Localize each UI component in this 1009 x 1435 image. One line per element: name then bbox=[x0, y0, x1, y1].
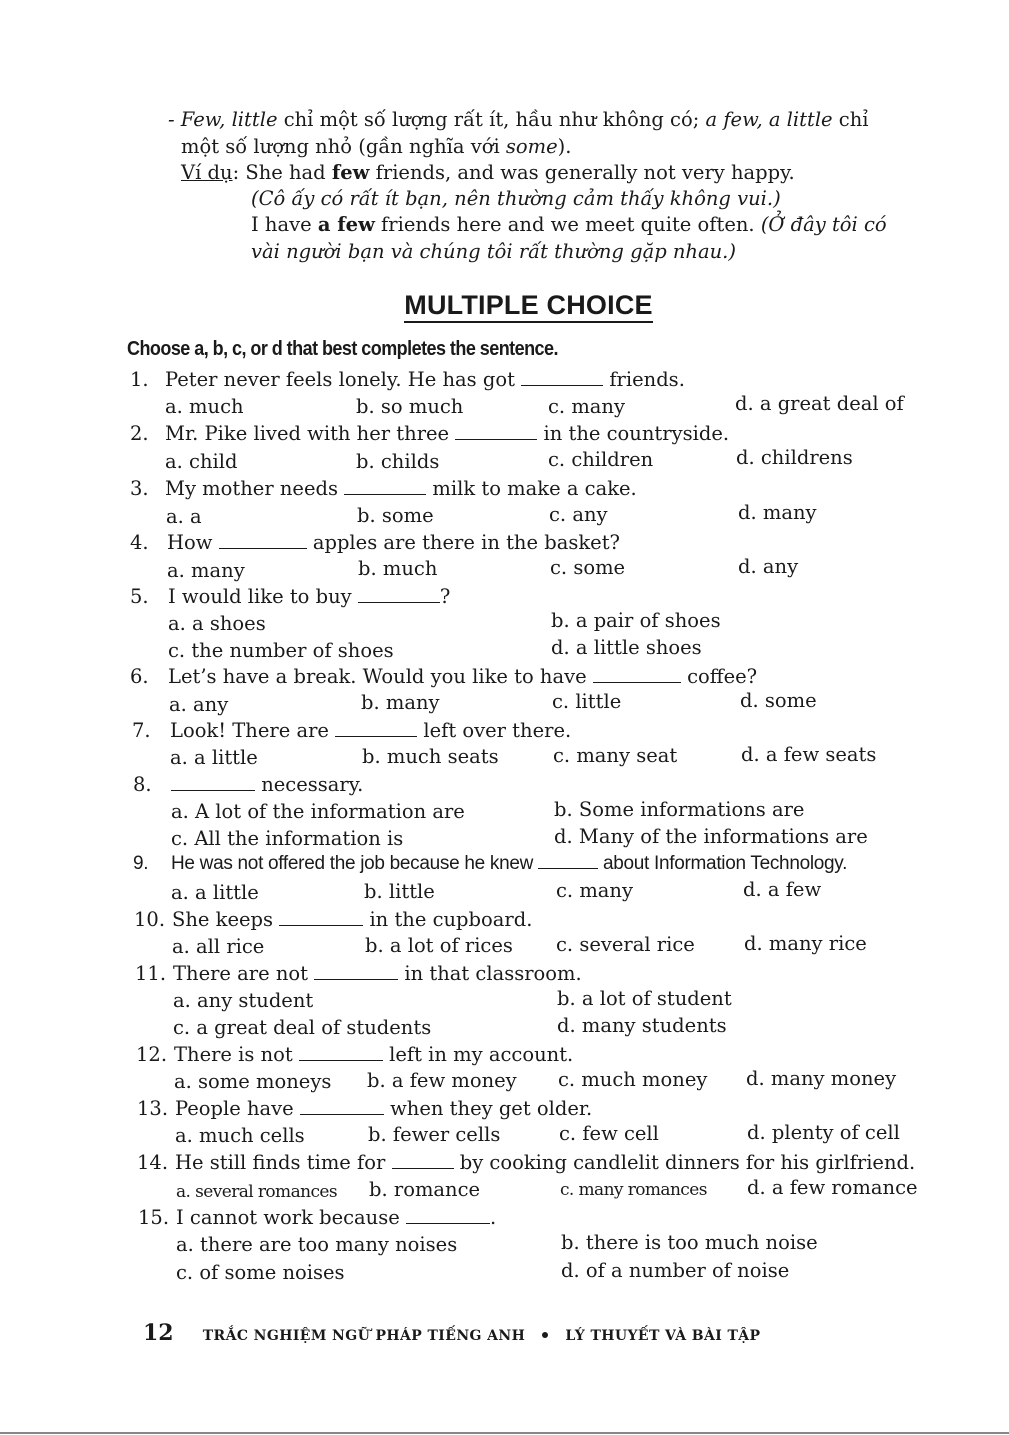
option-a[interactable]: a. any bbox=[169, 693, 229, 716]
example-translation-2a: (Ở đây tôi có bbox=[760, 213, 887, 236]
question-number: 8. bbox=[133, 773, 152, 796]
question-text: My mother needs bbox=[165, 477, 345, 500]
option-d[interactable]: d. a great deal of bbox=[735, 392, 904, 415]
option-a[interactable]: a. A lot of the information are bbox=[171, 800, 465, 823]
answer-blank bbox=[171, 774, 255, 791]
answer-blank bbox=[521, 369, 603, 386]
question-text: He was not offered the job because he knew bbox=[171, 853, 538, 874]
answer-blank bbox=[279, 909, 363, 926]
option-d[interactable]: d. of a number of noise bbox=[561, 1259, 790, 1282]
question-6 bbox=[130, 665, 757, 689]
example-translation-2b: vài người bạn và chúng tôi rất thường gặp nhau.) bbox=[251, 240, 736, 263]
question-4 bbox=[130, 531, 620, 555]
question-text: milk to make a cake. bbox=[426, 477, 637, 500]
option-a[interactable]: a. a shoes bbox=[168, 612, 266, 635]
question-text: He still finds time for bbox=[175, 1151, 392, 1174]
answer-blank bbox=[406, 1207, 490, 1224]
option-b[interactable]: b. little bbox=[364, 880, 435, 903]
question-10 bbox=[134, 908, 532, 932]
question-text: necessary. bbox=[255, 773, 364, 796]
option-b[interactable]: b. romance bbox=[369, 1178, 481, 1201]
page-edge-rule bbox=[0, 1432, 1009, 1434]
option-c[interactable]: c. the number of shoes bbox=[168, 639, 394, 662]
question-number: 14. bbox=[137, 1151, 169, 1174]
option-b[interactable]: b. childs bbox=[356, 450, 440, 473]
question-number: 3. bbox=[130, 477, 149, 500]
option-b[interactable]: b. much bbox=[358, 557, 438, 580]
section-title: MULTIPLE CHOICE bbox=[24, 290, 1009, 321]
question-9 bbox=[133, 852, 847, 876]
option-a[interactable]: a. some moneys bbox=[174, 1070, 332, 1093]
question-14 bbox=[137, 1151, 915, 1175]
question-number: 9. bbox=[133, 853, 149, 874]
question-12 bbox=[136, 1043, 573, 1067]
theory-term-some: some bbox=[505, 135, 558, 158]
option-b[interactable]: b. Some informations are bbox=[554, 798, 805, 821]
question-text: There are not bbox=[173, 962, 315, 985]
question-number: 11. bbox=[135, 962, 167, 985]
option-c[interactable]: c. few cell bbox=[559, 1122, 659, 1145]
option-a[interactable]: a. a little bbox=[171, 881, 259, 904]
example-keyword: a few bbox=[317, 213, 375, 236]
question-13 bbox=[137, 1097, 592, 1121]
answer-blank bbox=[344, 478, 426, 495]
option-c[interactable]: c. All the information is bbox=[171, 827, 404, 850]
answer-blank bbox=[392, 1152, 454, 1169]
question-text: coffee? bbox=[680, 665, 758, 688]
question-text: in that classroom. bbox=[398, 962, 582, 985]
example-text: friends, and was generally not very happy. bbox=[369, 161, 795, 184]
example-label: Ví dụ bbox=[181, 161, 233, 184]
option-a[interactable]: a. a bbox=[166, 505, 202, 528]
example-translation-1: (Cô ấy có rất ít bạn, nên thường cảm thấy không vui.) bbox=[251, 187, 781, 210]
theory-term-a-few: a few, a little bbox=[705, 108, 833, 131]
book-title: TRẮC NGHIỆM NGỮ PHÁP TIẾNG ANH bbox=[202, 1328, 526, 1344]
answer-blank bbox=[299, 1044, 383, 1061]
answer-blank bbox=[455, 423, 537, 440]
question-number: 12. bbox=[136, 1043, 168, 1066]
option-a[interactable]: a. any student bbox=[173, 989, 314, 1012]
instruction: Choose a, b, c, or d that best completes the sentence. bbox=[127, 338, 558, 360]
option-d[interactable]: d. a few romance bbox=[747, 1176, 918, 1199]
question-text: . bbox=[489, 1206, 497, 1229]
option-c[interactable]: c. of some noises bbox=[176, 1261, 345, 1284]
option-d[interactable]: d. many money bbox=[746, 1067, 897, 1090]
option-a[interactable]: a. several romances bbox=[176, 1182, 337, 1202]
question-text: There is not bbox=[174, 1043, 299, 1066]
question-number: 2. bbox=[130, 422, 149, 445]
example-text: I have bbox=[251, 213, 318, 236]
option-b[interactable]: b. much seats bbox=[362, 745, 499, 768]
option-c[interactable]: c. a great deal of students bbox=[173, 1016, 432, 1039]
answer-blank bbox=[358, 586, 440, 603]
question-text: in the cupboard. bbox=[363, 908, 533, 931]
option-c[interactable]: c. many bbox=[556, 879, 634, 902]
option-d[interactable]: d. a little shoes bbox=[551, 636, 702, 659]
option-d[interactable]: d. a few bbox=[743, 878, 822, 901]
option-d[interactable]: d. many rice bbox=[744, 932, 867, 955]
question-text: People have bbox=[175, 1097, 300, 1120]
question-number: 10. bbox=[134, 908, 166, 931]
answer-blank bbox=[593, 666, 681, 683]
question-text: by cooking candlelit dinners for his girlfriend. bbox=[453, 1151, 916, 1174]
question-2 bbox=[130, 422, 729, 446]
question-number: 15. bbox=[138, 1206, 170, 1229]
question-text: about Information Technology. bbox=[598, 853, 848, 874]
question-text: apples are there in the basket? bbox=[306, 531, 620, 554]
question-text: I cannot work because bbox=[176, 1206, 406, 1229]
question-8 bbox=[133, 773, 363, 797]
option-c[interactable]: c. children bbox=[548, 448, 654, 471]
question-number: 6. bbox=[130, 665, 149, 688]
option-c[interactable]: c. little bbox=[552, 690, 622, 713]
option-a[interactable]: a. there are too many noises bbox=[176, 1233, 458, 1256]
answer-blank bbox=[538, 852, 598, 869]
option-c[interactable]: c. some bbox=[550, 556, 626, 579]
option-b[interactable]: b. a lot of rices bbox=[365, 934, 513, 957]
option-a[interactable]: a. much bbox=[165, 395, 244, 418]
question-5 bbox=[130, 585, 450, 609]
question-text: left in my account. bbox=[382, 1043, 574, 1066]
theory-line-1 bbox=[168, 108, 869, 132]
example-text: : She had bbox=[232, 161, 332, 184]
option-c[interactable]: c. many romances bbox=[560, 1180, 707, 1200]
option-d[interactable]: d. Many of the informations are bbox=[554, 825, 868, 848]
answer-blank bbox=[300, 1098, 384, 1115]
option-b[interactable]: b. a pair of shoes bbox=[551, 609, 721, 632]
question-number: 1. bbox=[130, 368, 149, 391]
question-text: ? bbox=[439, 585, 451, 608]
question-number: 5. bbox=[130, 585, 149, 608]
option-c[interactable]: c. much money bbox=[558, 1068, 708, 1091]
option-d[interactable]: d. childrens bbox=[736, 446, 853, 469]
option-b[interactable]: b. there is too much noise bbox=[561, 1231, 818, 1254]
theory-text: ). bbox=[557, 135, 572, 158]
question-number: 7. bbox=[132, 719, 151, 742]
question-15 bbox=[138, 1206, 496, 1230]
option-a[interactable]: a. much cells bbox=[175, 1124, 305, 1147]
question-text: She keeps bbox=[172, 908, 280, 931]
question-text: Look! There are bbox=[170, 719, 336, 742]
theory-term-few-little: - Few, little bbox=[168, 108, 278, 131]
question-11 bbox=[135, 962, 582, 986]
option-a[interactable]: a. a little bbox=[170, 746, 258, 769]
question-text: I would like to buy bbox=[168, 585, 358, 608]
option-d[interactable]: d. many bbox=[738, 501, 817, 524]
question-7 bbox=[132, 719, 571, 743]
option-c[interactable]: c. any bbox=[549, 503, 608, 526]
question-text: How bbox=[167, 531, 219, 554]
option-b[interactable]: b. many bbox=[361, 691, 440, 714]
option-c[interactable]: c. several rice bbox=[556, 933, 695, 956]
question-1 bbox=[130, 368, 685, 392]
option-a[interactable]: a. many bbox=[167, 559, 245, 582]
question-number: 13. bbox=[137, 1097, 169, 1120]
answer-blank bbox=[314, 963, 398, 980]
answer-blank bbox=[335, 720, 417, 737]
example-text: friends here and we meet quite often. bbox=[374, 213, 761, 236]
question-number: 4. bbox=[130, 531, 149, 554]
option-c[interactable]: c. many bbox=[548, 395, 626, 418]
option-c[interactable]: c. many seat bbox=[553, 744, 678, 767]
option-b[interactable]: b. fewer cells bbox=[368, 1123, 501, 1146]
option-d[interactable]: d. some bbox=[740, 689, 817, 712]
page-number: 12 bbox=[143, 1320, 174, 1346]
theory-text: chỉ một số lượng rất ít, hầu như không có; bbox=[277, 108, 706, 131]
book-subtitle: LÝ THUYẾT VÀ BÀI TẬP bbox=[565, 1328, 761, 1344]
bullet-separator bbox=[542, 1332, 548, 1338]
option-b[interactable]: b. so much bbox=[356, 395, 464, 418]
question-text: Mr. Pike lived with her three bbox=[165, 422, 456, 445]
option-d[interactable]: d. plenty of cell bbox=[747, 1121, 900, 1144]
option-d[interactable]: d. many students bbox=[557, 1014, 727, 1037]
answer-blank bbox=[219, 532, 307, 549]
question-3 bbox=[130, 477, 637, 501]
example-line-1 bbox=[181, 161, 795, 185]
example-line-2 bbox=[251, 213, 887, 237]
question-text: when they get older. bbox=[383, 1097, 593, 1120]
page-footer bbox=[143, 1320, 761, 1346]
option-b[interactable]: b. a few money bbox=[367, 1069, 517, 1092]
option-d[interactable]: d. a few seats bbox=[741, 743, 877, 766]
theory-line-2 bbox=[181, 135, 571, 159]
question-text: Let’s have a break. Would you like to have bbox=[168, 665, 593, 688]
question-text: Peter never feels lonely. He has got bbox=[165, 368, 522, 391]
option-d[interactable]: d. any bbox=[738, 555, 799, 578]
option-b[interactable]: b. some bbox=[357, 504, 434, 527]
example-keyword: few bbox=[331, 161, 370, 184]
question-text: friends. bbox=[603, 368, 685, 391]
theory-text: chỉ bbox=[832, 108, 869, 131]
question-text: left over there. bbox=[417, 719, 572, 742]
theory-text: một số lượng nhỏ (gần nghĩa với bbox=[181, 135, 506, 158]
option-b[interactable]: b. a lot of student bbox=[557, 987, 732, 1010]
option-a[interactable]: a. all rice bbox=[172, 935, 265, 958]
question-text: in the countryside. bbox=[537, 422, 730, 445]
option-a[interactable]: a. child bbox=[165, 450, 238, 473]
